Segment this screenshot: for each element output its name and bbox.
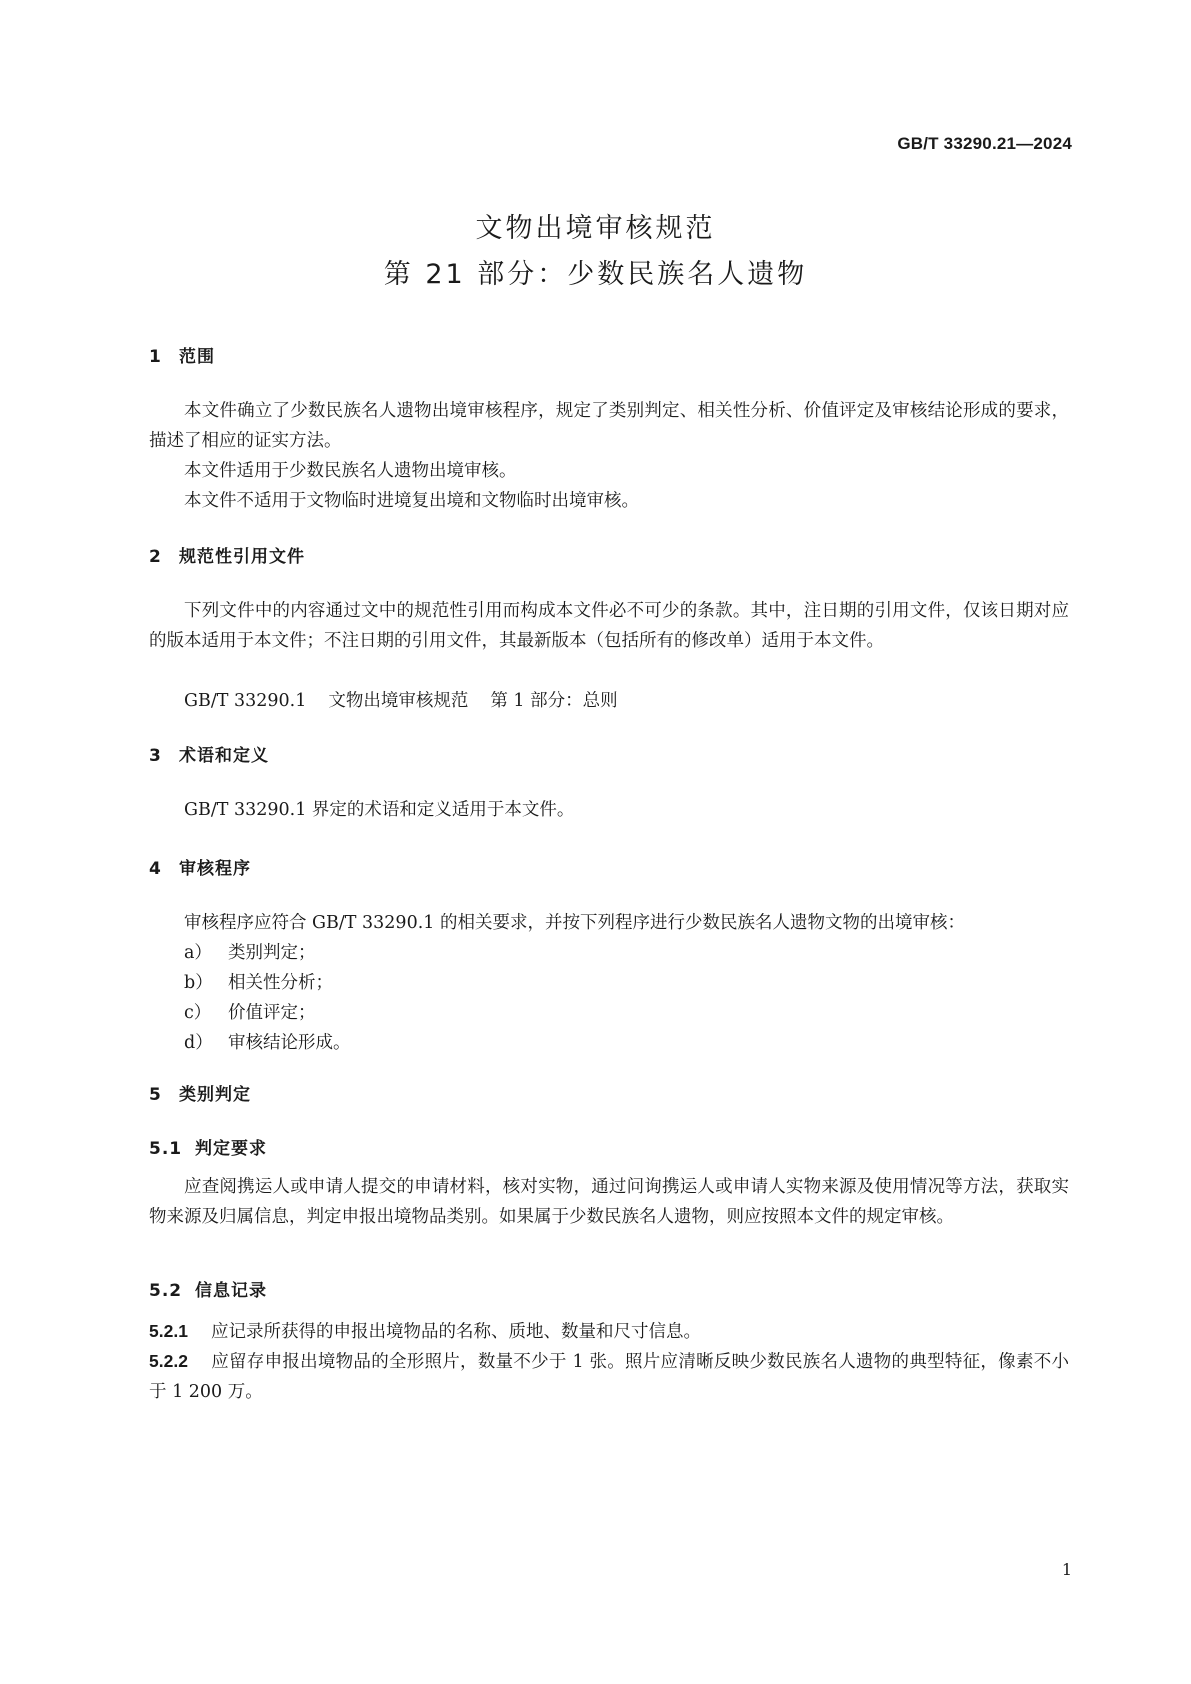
list-marker: d）	[184, 1033, 213, 1053]
normative-reference	[184, 686, 618, 716]
section-heading-3	[149, 741, 269, 766]
paragraph: GB/T 33290.1 界定的术语和定义适用于本文件。	[184, 800, 575, 820]
document-title: 文物出境审核规范	[475, 213, 716, 244]
subsection-title: 信息记录	[195, 1281, 267, 1301]
paragraph: 本文件适用于少数民族名人遗物出境审核。	[184, 461, 517, 481]
subsection-title: 判定要求	[195, 1139, 267, 1159]
paragraph: 应查阅携运人或申请人提交的申请材料，核对实物，通过问询携运人或申请人实物来源及使用情况等方法，获取实物来源及归属信息，判定申报出境物品类别。如果属于少数民族名人遗物，则应按照本文件的规定审核。	[149, 1177, 1069, 1227]
list-item	[184, 1028, 351, 1058]
section-number: 5	[149, 1085, 162, 1105]
list-item-text: 审核结论形成。	[228, 1033, 351, 1053]
clause-text: 应留存申报出境物品的全形照片，数量不少于 1 张。照片应清晰反映少数民族名人遗物的典型特征，像素不小于 1 200 万。	[149, 1352, 1069, 1402]
list-item-text: 相关性分析；	[228, 973, 333, 993]
reference-title: 文物出境审核规范	[328, 691, 469, 711]
section-number: 1	[149, 347, 162, 367]
paragraph: 本文件不适用于文物临时进境复出境和文物临时出境审核。	[184, 491, 639, 511]
section-number: 2	[149, 547, 162, 567]
standard-number: GB/T 33290.21—2024	[897, 134, 1072, 153]
section-number: 4	[149, 859, 162, 879]
section-heading-1	[149, 342, 215, 367]
list-item	[184, 968, 333, 998]
clause-number: 5.2.1	[149, 1321, 188, 1341]
reference-code: GB/T 33290.1	[184, 691, 307, 711]
subsection-number: 5.1	[149, 1139, 183, 1159]
subsection-heading-5-2	[149, 1276, 267, 1301]
section-title: 审核程序	[179, 859, 251, 879]
list-item-text: 价值评定；	[228, 1003, 316, 1023]
document-subtitle: 第 21 部分：少数民族名人遗物	[383, 259, 808, 290]
clause-number: 5.2.2	[149, 1351, 188, 1371]
list-item	[184, 938, 316, 968]
section-title: 术语和定义	[179, 746, 269, 766]
section-title: 类别判定	[179, 1085, 251, 1105]
reference-part: 第 1 部分：总则	[490, 691, 618, 711]
section-heading-4	[149, 854, 251, 879]
list-marker: a）	[184, 943, 212, 963]
clause-5-2-2	[149, 1346, 1069, 1407]
paragraph: 审核程序应符合 GB/T 33290.1 的相关要求，并按下列程序进行少数民族名人遗物文物的出境审核：	[184, 913, 965, 933]
section-number: 3	[149, 746, 162, 766]
subsection-heading-5-1	[149, 1134, 267, 1159]
subsection-number: 5.2	[149, 1281, 183, 1301]
section-heading-5	[149, 1080, 251, 1105]
list-item	[184, 998, 316, 1028]
paragraph: 下列文件中的内容通过文中的规范性引用而构成本文件必不可少的条款。其中，注日期的引用文件，仅该日期对应的版本适用于本文件；不注日期的引用文件，其最新版本（包括所有的修改单）适用于本文件。	[149, 601, 1069, 651]
list-marker: b）	[184, 973, 213, 993]
section-title: 范围	[179, 347, 215, 367]
clause-text: 应记录所获得的申报出境物品的名称、质地、数量和尺寸信息。	[211, 1322, 701, 1342]
clause-5-2-1	[149, 1316, 1069, 1347]
list-item-text: 类别判定；	[228, 943, 316, 963]
section-title: 规范性引用文件	[179, 547, 305, 567]
list-marker: c）	[184, 1003, 212, 1023]
paragraph: 本文件确立了少数民族名人遗物出境审核程序，规定了类别判定、相关性分析、价值评定及审核结论形成的要求，描述了相应的证实方法。	[149, 401, 1069, 451]
section-heading-2	[149, 542, 305, 567]
page-number: 1	[1061, 1560, 1072, 1579]
